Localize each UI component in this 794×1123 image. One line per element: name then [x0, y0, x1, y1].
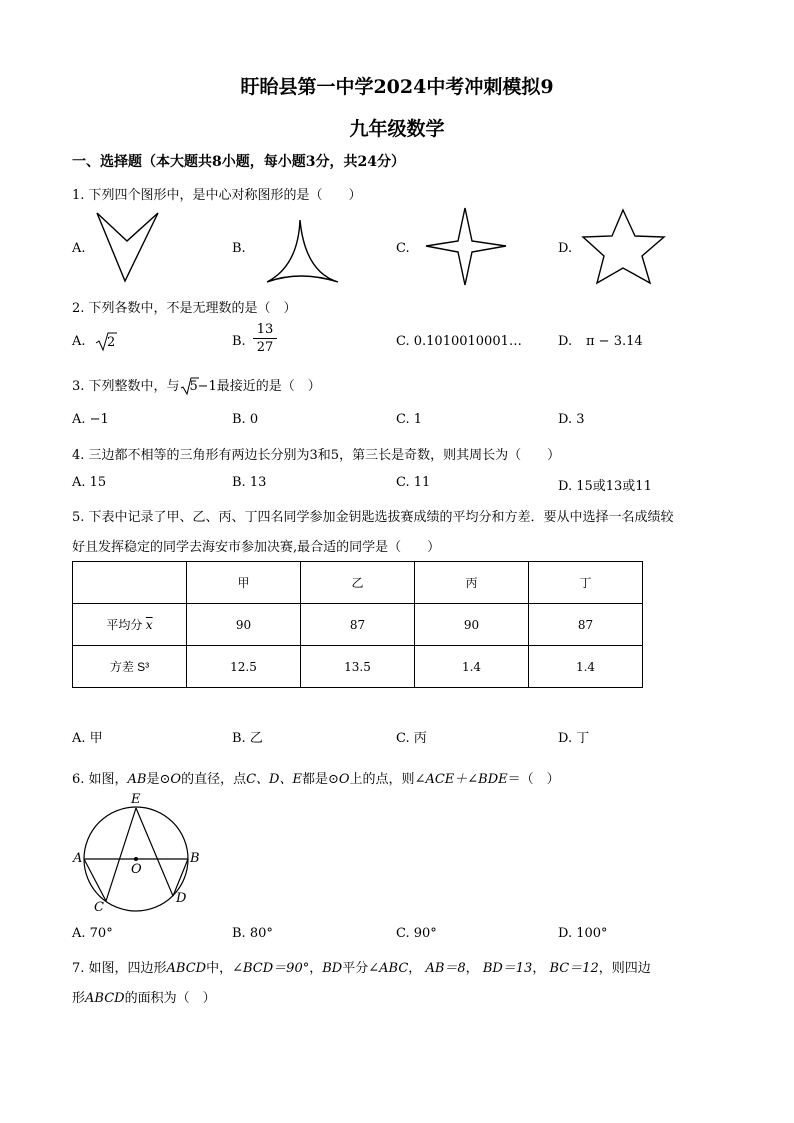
q6-option-c: C. 90° [396, 926, 437, 941]
table-header-cell: 丁 [529, 562, 643, 604]
q2-option-d-label: D. [558, 334, 573, 349]
q5-option-c: C. 丙 [396, 731, 427, 746]
q5-stem-line1: 5. 下表中记录了甲、乙、丙、丁四名同学参加金钥匙选拔赛成绩的平均分和方差．要从中选择一名成绩较 [72, 510, 674, 525]
section-heading: 一、选择题（本大题共8小题，每小题3分，共24分） [72, 154, 405, 170]
q6-stem-end: ＝（ ） [507, 772, 560, 787]
q4-option-d: D. 15或13或11 [558, 479, 652, 494]
fraction-denominator: 27 [256, 340, 274, 355]
q7-ab-eq: AB＝8 [425, 961, 466, 976]
q6-stem-mid3: 都是⊙ [301, 772, 339, 787]
q6-stem-mid2: 的直径，点 [181, 772, 247, 787]
q4-stem: 4. 三边都不相等的三角形有两边长分别为3和5，第三长是奇数，则其周长为（ ） [72, 448, 561, 463]
q2-option-d-value: π − 3.14 [586, 334, 643, 349]
q6-stem-mid1: 是⊙ [146, 772, 171, 787]
q7-abcd: ABCD [166, 961, 207, 976]
q4-option-b: B. 13 [232, 475, 267, 490]
q6-option-d: D. 100° [558, 926, 608, 941]
q1-option-d-label: D. [558, 241, 573, 256]
q6-option-a: A. 70° [72, 926, 113, 941]
q3-stem-pre: 3. 下列整数中，与 [72, 379, 180, 394]
q6-stem-pre: 6. 如图， [72, 772, 128, 787]
q7-angle-bcd: ∠BCD＝90° [232, 961, 310, 976]
q6-stem-o1: O [170, 772, 182, 787]
q7-bd-eq: BD＝13 [482, 961, 533, 976]
q1-stem: 1. 下列四个图形中，是中心对称图形的是（ ） [72, 188, 362, 203]
q4-option-c: C. 11 [396, 475, 431, 490]
point-label-d: D [176, 891, 187, 906]
q6-stem-points: C、D、E [246, 772, 302, 787]
q7-mid2: ， [309, 961, 323, 976]
page-subtitle: 九年级数学 [349, 118, 445, 140]
point-label-o: O [131, 862, 142, 877]
table-cell: 87 [301, 604, 415, 646]
q7-mid1: 中， [206, 961, 233, 976]
q7-line2-pre: 形 [72, 991, 86, 1006]
table-header-cell: 乙 [301, 562, 415, 604]
mean-symbol: $\overline{x}$ [145, 618, 153, 632]
q3-option-b: B. 0 [232, 412, 259, 427]
q2-stem: 2. 下列各数中，不是无理数的是（ ） [72, 301, 297, 316]
q2-option-a-value: 2 [107, 335, 116, 350]
q7-mid4: ， [408, 961, 422, 976]
q2-option-b-label: B. [232, 334, 246, 349]
q7-pre: 7. 如图，四边形 [72, 961, 167, 976]
q7-mid3: 平分 [342, 961, 369, 976]
q2-option-c: C. 0.1010010001… [396, 334, 522, 349]
q7-end: ，则四边 [598, 961, 651, 976]
q7-bd: BD [322, 961, 343, 976]
q3-radicand: 5 [189, 379, 198, 394]
table-cell: 87 [529, 604, 643, 646]
q7-comma-1: ， [465, 961, 479, 976]
q6-option-b: B. 80° [232, 926, 273, 941]
point-label-e: E [131, 792, 141, 807]
q1-option-c-label: C. [396, 241, 410, 256]
table-header-cell: 丙 [415, 562, 529, 604]
page-title: 盱眙县第一中学2024中考冲刺模拟9 [240, 76, 554, 98]
q5-option-d: D. 丁 [558, 731, 590, 746]
average-label: 平均分 [106, 618, 143, 632]
chord-ac [84, 859, 106, 901]
table-cell: 90 [415, 604, 529, 646]
q7-stem-line2 [72, 987, 216, 1006]
point-label-b: B [190, 851, 200, 866]
q5-stem-line2: 好且发挥稳定的同学去海安市参加决赛,最合适的同学是（ ） [72, 540, 441, 555]
q6-stem-ab: AB [127, 772, 147, 787]
q5-option-b: B. 乙 [232, 731, 263, 746]
point-label-c: C [94, 900, 104, 915]
table-cell: 90 [187, 604, 301, 646]
chord-ce [106, 808, 136, 901]
q7-bc-eq: BC＝12 [549, 961, 599, 976]
fraction-numerator: 13 [256, 322, 274, 337]
q7-abcd-2: ABCD [85, 991, 125, 1006]
q6-stem-angles: ∠ACE＋∠BDE [414, 772, 508, 787]
table-cell: 12.5 [187, 646, 301, 688]
q7-stem-line1 [72, 957, 651, 976]
q1-option-a-label: A. [72, 241, 86, 256]
q7-angle-abc: ∠ABC [368, 961, 409, 976]
point-label-a: A [73, 851, 83, 866]
q6-stem-o2: O [338, 772, 350, 787]
table-row-label: 方差 S³ [73, 646, 187, 688]
center-point [134, 857, 138, 861]
table-cell: 13.5 [301, 646, 415, 688]
q2-option-a-label: A. [72, 334, 86, 349]
q7-comma-2: ， [532, 961, 546, 976]
q3-option-a: A. −1 [72, 412, 109, 427]
q7-line2-post: 的面积为（ ） [124, 991, 216, 1006]
q5-option-a: A. 甲 [72, 731, 103, 746]
table-cell: 1.4 [415, 646, 529, 688]
table-cell: 1.4 [529, 646, 643, 688]
q3-option-d: D. 3 [558, 412, 585, 427]
table-header-cell: 甲 [187, 562, 301, 604]
q1-option-b-label: B. [232, 241, 246, 256]
q3-stem-post: −1最接近的是（ ） [197, 379, 321, 394]
chord-ed [136, 808, 173, 896]
q6-stem-mid4: 上的点，则 [349, 772, 415, 787]
q4-option-a: A. 15 [72, 475, 107, 490]
q3-option-c: C. 1 [396, 412, 423, 427]
